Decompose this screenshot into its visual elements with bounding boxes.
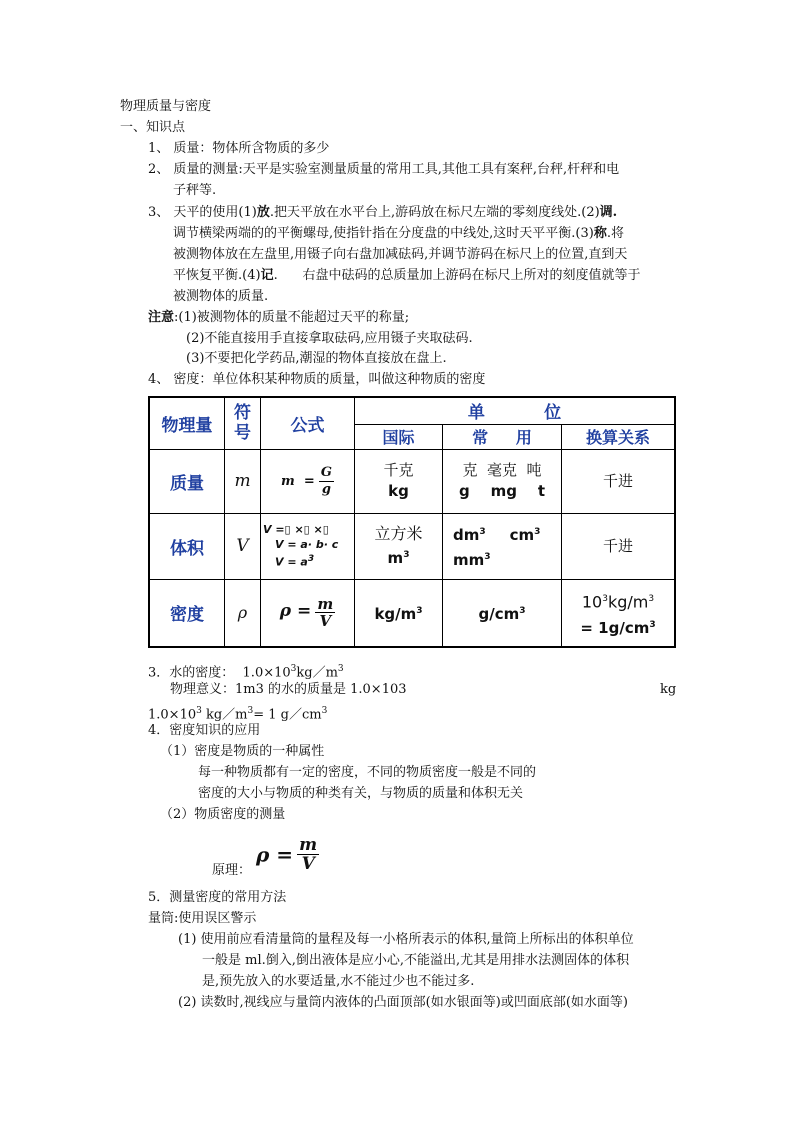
table-row-mass <box>149 449 675 513</box>
methods-heading: 5．测量密度的常用方法 <box>148 890 287 905</box>
item-2-line-2: 子秤等. <box>173 183 217 198</box>
application-point-2: （2）物质密度的测量 <box>160 807 286 822</box>
table-row-density <box>149 579 675 647</box>
item-3-line-1: 3、 天平的使用(1)放.把天平放在水平台上,游码放在标尺左端的零刻度线处.(2)调. <box>148 205 618 220</box>
note-3: (3)不要把化学药品,潮湿的物体直接放在盘上. <box>186 351 447 366</box>
common-volume: $dm^3$ $cm^3$ $mm^3$ <box>443 513 562 579</box>
item-3-line-4: 平恢复平衡.(4)记. 右盘中砝码的总质量加上游码在标尺上所对的刻度值就等于 <box>173 268 641 283</box>
intl-density: $kg/m^3$ <box>355 579 443 647</box>
formula-volume: V =▯ ×▯ ×▯ V = a· b· c $V = a^3$ <box>261 513 355 579</box>
conversion-mass: 千进 <box>562 449 676 513</box>
cylinder-heading: 量筒:使用误区警示 <box>148 911 257 926</box>
density-formula: ρ = $\frac{m}{V}$ <box>256 835 318 874</box>
formula-density: ρ = $\frac{m}{V}$ <box>261 579 355 647</box>
table-row-volume <box>149 513 675 579</box>
density-units-table <box>148 396 676 648</box>
water-meaning: 物理意义：1m3 的水的质量是 1.0×103 <box>170 682 407 697</box>
quantity-volume: 体积 <box>149 513 225 579</box>
item-3-line-2: 调节横梁两端的的平衡螺母,使指针指在分度盘的中线处,这时天平平衡.(3)称.将 <box>173 226 624 241</box>
cylinder-note-1-line-1: (1) 使用前应看清量筒的量程及每一小格所表示的体积,量筒上所标出的体积单位 <box>178 932 634 947</box>
water-meaning-unit: kg <box>660 682 677 697</box>
quantity-mass: 质量 <box>149 449 225 513</box>
section-heading: 一、知识点 <box>120 120 186 135</box>
application-point-1a: 每一种物质都有一定的密度，不同的物质密度一般是不同的 <box>198 765 537 780</box>
principle-label: 原理： <box>212 863 252 878</box>
note-1: 注意:(1)被测物体的质量不能超过天平的称量; <box>148 310 410 325</box>
symbol-volume: V <box>225 513 261 579</box>
common-mass: 克 毫克 吨 g mg t <box>443 449 562 513</box>
cylinder-note-1-line-3: 是,预先放入的水要适量,水不能过少也不能过多. <box>202 974 475 989</box>
item-2-line-1: 2、 质量的测量:天平是实验室测量质量的常用工具,其他工具有案秤,台秤,杆秤和电 <box>148 162 620 177</box>
item-4: 4、 密度：单位体积某种物质的质量，叫做这种物质的密度 <box>148 372 486 387</box>
item-3-line-5: 被测物体的质量. <box>173 289 269 304</box>
common-density: $g/cm^3$ <box>443 579 562 647</box>
application-point-1b: 密度的大小与物质的种类有关，与物质的质量和体积无关 <box>198 786 524 801</box>
application-heading: 4．密度知识的应用 <box>148 723 261 738</box>
header-symbol: 符号 <box>225 397 261 449</box>
symbol-density: ρ <box>225 579 261 647</box>
formula-mass: m = $\frac{G}{g}$ <box>261 449 355 513</box>
header-intl: 国际 <box>355 424 443 449</box>
water-density: 3．水的密度： $1.0\times 10^3kg/m^3$ <box>148 664 344 681</box>
intl-mass: 千克 kg <box>355 449 443 513</box>
intl-volume: 立方米 $m^3$ <box>355 513 443 579</box>
conversion-density: $10^3kg/m^3$ = $1g/cm^3$ <box>562 579 676 647</box>
cylinder-note-1-line-2: 一般是 ml.倒入,倒出液体是应小心,不能溢出,尤其是用排水法测固体的体积 <box>202 953 630 968</box>
header-unit: 单 位 <box>355 397 676 424</box>
note-2: (2)不能直接用手直接拿取砝码,应用镊子夹取砝码. <box>186 331 473 346</box>
symbol-mass: m <box>225 449 261 513</box>
item-1: 1、 质量：物体所含物质的多少 <box>148 141 330 156</box>
header-formula: 公式 <box>261 397 355 449</box>
header-quantity: 物理量 <box>149 397 225 449</box>
application-point-1: （1）密度是物质的一种属性 <box>160 744 325 759</box>
water-density-equivalence: $1.0\times 10^3$ $kg/m^3= 1$ $g/cm^3$ <box>148 706 328 723</box>
page-title: 物理质量与密度 <box>120 99 212 114</box>
header-common: 常 用 <box>443 424 562 449</box>
header-conversion: 换算关系 <box>562 424 676 449</box>
conversion-volume: 千进 <box>562 513 676 579</box>
item-3-line-3: 被测物体放在左盘里,用镊子向右盘加减砝码,并调节游码在标尺上的位置,直到天 <box>173 247 628 262</box>
quantity-density: 密度 <box>149 579 225 647</box>
cylinder-note-2: (2) 读数时,视线应与量筒内液体的凸面顶部(如水银面等)或凹面底部(如水面等) <box>178 995 628 1010</box>
